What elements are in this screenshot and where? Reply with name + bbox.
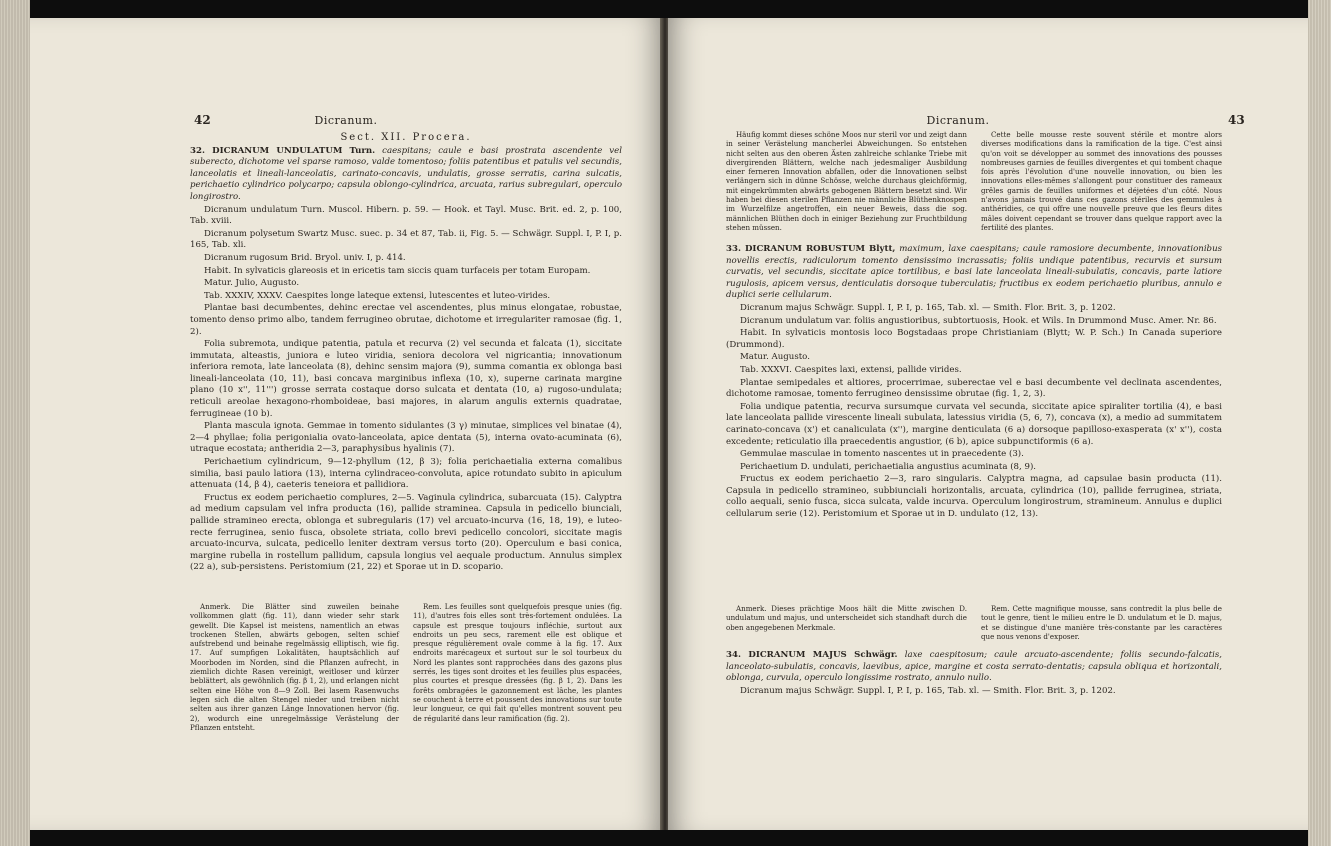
synonym-line: Dicranum undulatum Turn. Muscol. Hibern. p. 59. — Hook. et Tayl. Musc. Brit. ed. 2, p. 100, Tab. xviii. [190, 204, 622, 227]
left-main-text [190, 132, 622, 575]
tab-line: Tab. XXXIV, XXXV. Caespites longe lateque extensi, lutescentes et luteo-virides. [204, 290, 551, 301]
maturity-line: Matur. Augusto. [740, 352, 810, 363]
right-top-notes [726, 130, 1222, 232]
page-number-left: 42 [194, 113, 211, 127]
right-notes [726, 604, 1222, 641]
perichaetium-paragraph: Perichaetium cylindricum, 9—12-phyllum (12, β 3); folia perichaetialia externa comalibus similia, basi paulo latiora (13), interna cylindraceo-convoluta, apice rotundato subito in apiculum attenuata (14, β 4), caeteris teneiora et pallidiora. [190, 457, 622, 491]
running-header-right: Dicranum. [926, 114, 990, 127]
species-33-heading: 33. DICRANUM ROBUSTUM Blytt, [726, 244, 896, 254]
plantae-paragraph: Plantae basi decumbentes, dehinc erectae vel ascendentes, plus minus elongatae, robustae, tomento denso primo albo, tandem ferrugineo obrutae, dichotome et irregulariter ramosae (fig. 1, 2). [190, 303, 622, 337]
species-33-diagnosis: maximum, laxe caespitans; caule ramosiore decumbente, innovationibus novellis erectis, radiculorum tomento densissimo incrassatis; foliis undique patentibus, recurvis et sursum curvatis, vel secundis, siccitate apice tortilibus, e basi late lanceolata lineali-subulatis, concavis, parte latiore rugulosis, apicem versus, denticulatis dorsoque tuberculatis; fructibus ex eodem perichaetio pluribus, annulo e duplici serie cellularum. [726, 244, 1223, 301]
page-number-right: 43 [1228, 113, 1245, 127]
running-header-left: Dicranum. [314, 114, 378, 127]
species-32-heading: 32. DICRANUM UNDULATUM Turn. [190, 145, 376, 156]
tab-line: Tab. XXXVI. Caespites laxi, extensi, pallide virides. [740, 364, 962, 375]
gemmulae-paragraph: Gemmulae masculae in tomento nascentes ut in praecedente (3). [740, 449, 1024, 460]
synonym-line: Dicranum undulatum var. foliis angustioribus, subtortuosis, Hook. et Wils. In Drummond Musc. Amer. Nr. 86. [740, 315, 1217, 326]
synonym-line: Dicranum polysetum Swartz Musc. suec. p. 34 et 87, Tab. ii, Fig. 5. — Schwägr. Suppl. I, P. I, p. 165, Tab. xli. [190, 228, 622, 251]
folia-paragraph: Folia subremota, undique patentia, patula et recurva (2) vel secunda et falcata (1), siccitate immutata, alteastis, juniora e luteo viridia, seniora decolora vel nigricantia; innovationum inferiora remota, late lanceolata (8), dehinc sensim majora (9), summa comantia ex oblonga basi lineali-lanceolata (10, 11), basi concava marginibus inflexa (10, x), superne carinata margine plano (10 x'', 11''') grosse serrata costaque dorso sulcata et dentata (10, a) rugoso-undulata; reticuli areolae hexagono-rhomboideae, basi majores, in alarum angulis externis quadratae, ferrugineae (10 b). [190, 339, 622, 419]
note-german: Häufig kommt dieses schöne Moos nur steril vor und zeigt dann in seiner Verästelung mancherlei Abweichungen. So entstehen nicht selten aus den oberen Ästen zahlreiche schlanke Triebe mit divergirenden Blättern, welche nach jedesmaliger Ausbildung einer ferneren Innovation abfallen, oder die Innovationen selbst verlängern sich in dünne Schösse, welche durchaus gleichförmig, mit eingekrümmten abwärts gebogenen Blättern besetzt sind. Wir haben bei diesen sterilen Pflanzen nie männliche Blüthenknospen im Wurzelfilze angetroffen, ein neuer Beweis, dass die sog. männlichen Blüthen doch in einiger Beziehung zur Fruchtbildung stehen müssen. [726, 130, 967, 232]
plantae-paragraph: Plantae semipedales et altiores, procerrimae, suberectae vel e basi decumbente vel declinata ascendentes, dichotome ramosae, tomento ferrugineo densissime obrutae (fig. 1, 2, 3). [726, 377, 1222, 400]
note-german: Anmerk. Die Blätter sind zuweilen beinahe vollkommen glatt (fig. 11), dann wieder sehr stark gewellt. Die Kapsel ist meistens, namentlich an etwas trockenen Stellen, abwärts gebogen, selten schief aufstrebend und beinahe regelmässig elliptisch, wie fig. 17. Auf sumpfigen Lokalitäten, hauptsächlich auf Moorboden im Norden, sind die Pflanzen aufrecht, in ziemlich dichte Rasen vereinigt, weitloser und kürzer beblättert, als gewöhnlich (fig. β 1, 2), und erlangen nicht selten eine Höhe von 8—9 Zoll. Bei lasem Rasenwuchs legen sich die alten Stengel nieder und treiben nicht selten aus ihrer ganzen Länge Innovationen hervor (fig. 2), wodurch eine unregelmässige Verästelung der Pflanzen entsteht. [190, 602, 399, 732]
species-32-diagnosis: caespitans; caule e basi prostrata ascendente vel suberecto, dichotome vel sparse ramoso, valde tomentoso; foliis patentibus et patulis vel secundis, lanceolatis et lineali-lanceolatis, carinato-concavis, undulatis, grosse serratis, carina sulcatis, perichaetio cylindrico polycarpo; capsula oblongo-cylindrica, arcuata, rarius subregulari, operculo longirostro. [190, 145, 622, 202]
species-34-diagnosis: laxe caespitosum; caule arcuato-ascendente; foliis secundo-falcatis, lanceolato-subulatis, concavis, laevibus, apice, margine et costa serrato-dentatis; capsula obliqua et horizontali, oblonga, curvula, operculo longissime rostrato, annulo nullo. [726, 650, 1223, 684]
habitat-line: Habit. In sylvaticis glareosis et in ericetis tam siccis quam turfaceis per totam Europam. [204, 265, 591, 276]
note-french: Cette belle mousse reste souvent stérile et montre alors diverses modifications dans la ramification de la tige. C'est ainsi qu'on voit se développer au sommet des innovations des pousses nombreuses garnies de feuilles divergentes et qui tombent chaque fois après l'évolution d'une nouvelle innovation, ou bien les innovations elles-mêmes s'allongent pour constituer des rameaux grêles garnis de feuilles uniformes et déjetées d'un côté. Nous n'avons jamais trouvé dans ces gazons stériles des gemmules à anthéridies, ce qui offre une nouvelle preuve que les fleurs dites mâles doivent cependant se trouver dans quelque rapport avec la fertilité des plantes. [981, 130, 1222, 232]
maturity-line: Matur. Julio, Augusto. [204, 278, 300, 289]
note-french: Rem. Cette magnifique mousse, sans contredit la plus belle de tout le genre, tient le milieu entre le D. undulatum et le D. majus, et se distingue d'une manière très-constante par les caractères que nous venons d'exposer. [981, 604, 1222, 641]
right-main-text [726, 244, 1222, 522]
perichaetium-paragraph: Perichaetium D. undulati, perichaetialia angustius acuminata (8, 9). [740, 461, 1037, 472]
left-notes [190, 602, 622, 732]
page-edges-left [0, 0, 30, 846]
synonym-line: Dicranum majus Schwägr. Suppl. I, P. I, p. 165, Tab. xl. — Smith. Flor. Brit. 3, p. 1202. [740, 302, 1116, 313]
species-34-heading: 34. DICRANUM MAJUS Schwägr. [726, 650, 898, 660]
section-heading: Sect. XII. Procera. [340, 132, 472, 143]
fructus-paragraph: Fructus ex eodem perichaetio 2—3, raro singularis. Calyptra magna, ad capsulae basin producta (11). Capsula in pedicello stramineo, subbiunciali horizontalis, arcuata, cylindrica (10), pallide ferruginea, striata, collo aequali, senio fusca, sicca sulcata, valde incurva. Operculum longirostrum, stramineum. Annulus e duplici cellularum serie (12). Peristomium et Sporae ut in D. undulato (12, 13). [726, 474, 1222, 520]
fructus-paragraph: Fructus ex eodem perichaetio complures, 2—5. Vaginula cylindrica, subarcuata (15). Calyptra ad medium capsulam vel infra producta (16), pallide straminea. Capsula in pedicello biunciali, pallide stramineo erecta, oblonga et subregularis (17) vel arcuato-incurva (16, 18, 19), e luteo-recte ferruginea, senio fusca, obsolete striata, collo brevi pedicello concolori, siccitate magis arcuato-incurva, sulcata, pedicello leniter dextram versus torto (20). Operculum e basi conica, margine rubella in rostellum pallidum, capsula longius vel aequale productum. Annulus simplex (22 a), sub-persistens. Peristomium (21, 22) et Sporae ut in D. scopario. [190, 492, 622, 573]
left-page [30, 18, 662, 830]
right-page [668, 18, 1308, 830]
synonym-line: Dicranum rugosum Brid. Bryol. univ. I, p. 414. [204, 252, 406, 263]
planta-mascula-paragraph: Planta mascula ignota. Gemmae in tomento sidulantes (3 γ) minutae, simplices vel binatae (4), 2—4 phyllae; folia perigonialia ovato-lanceolata, apice dentata (5), interna ovato-acuminata (6), utraque ecostata; antheridia 2—3, paraphysibus hyalinis (7). [190, 421, 622, 455]
note-french: Rem. Les feuilles sont quelquefois presque unies (fig. 11), d'autres fois elles sont très-fortement ondulées. La capsule est presque toujours infléchie, surtout aux endroits un peu secs, rarement elle est oblique et presque régulièrement ovale comme à la fig. 17. Aux endroits marécageux et surtout sur le sol tourbeux du Nord les plantes sont rapprochées dans des gazons plus serrés, les tiges sont droites et les feuilles plus espacées, plus courtes et presque dressées (fig. β 1, 2). Dans les forêts ombragées le gazonnement est lâche, les plantes se couchent à terre et poussent des innovations sur toute leur longueur, ce qui fait qu'elles montrent souvent peu de régularité dans leur ramification (fig. 2). [413, 602, 622, 723]
right-bottom-text [726, 650, 1222, 698]
folia-paragraph: Folia undique patentia, recurva sursumque curvata vel secunda, siccitate apice spiraliter tortilia (4), e basi late lanceolata pallide virescente lineali subulata, latessius viridia (5, 6, 7), concava (x), a medio ad summitatem carinato-concava (x') et canaliculata (x''), margine denticulata (6 a) dorsoque papilloso-exasperata (x' x''), costa excedente; reticulatio illa praecedentis angustior, (6 b), apice subpunctiformis (6 a). [726, 401, 1222, 447]
synonym-line: Dicranum majus Schwägr. Suppl. I, P. I, p. 165, Tab. xl. — Smith. Flor. Brit. 3, p. 1202. [740, 685, 1116, 696]
note-german: Anmerk. Dieses prächtige Moos hält die Mitte zwischen D. undulatum und majus, und unterscheidet sich standhaft durch die oben angegebenen Merkmale. [726, 604, 967, 632]
page-edges-right [1308, 0, 1331, 846]
habitat-line: Habit. In sylvaticis montosis loco Bogstadaas prope Christianiam (Blytt; W. P. Sch.) In Canada superiore (Drummond). [726, 328, 1222, 350]
